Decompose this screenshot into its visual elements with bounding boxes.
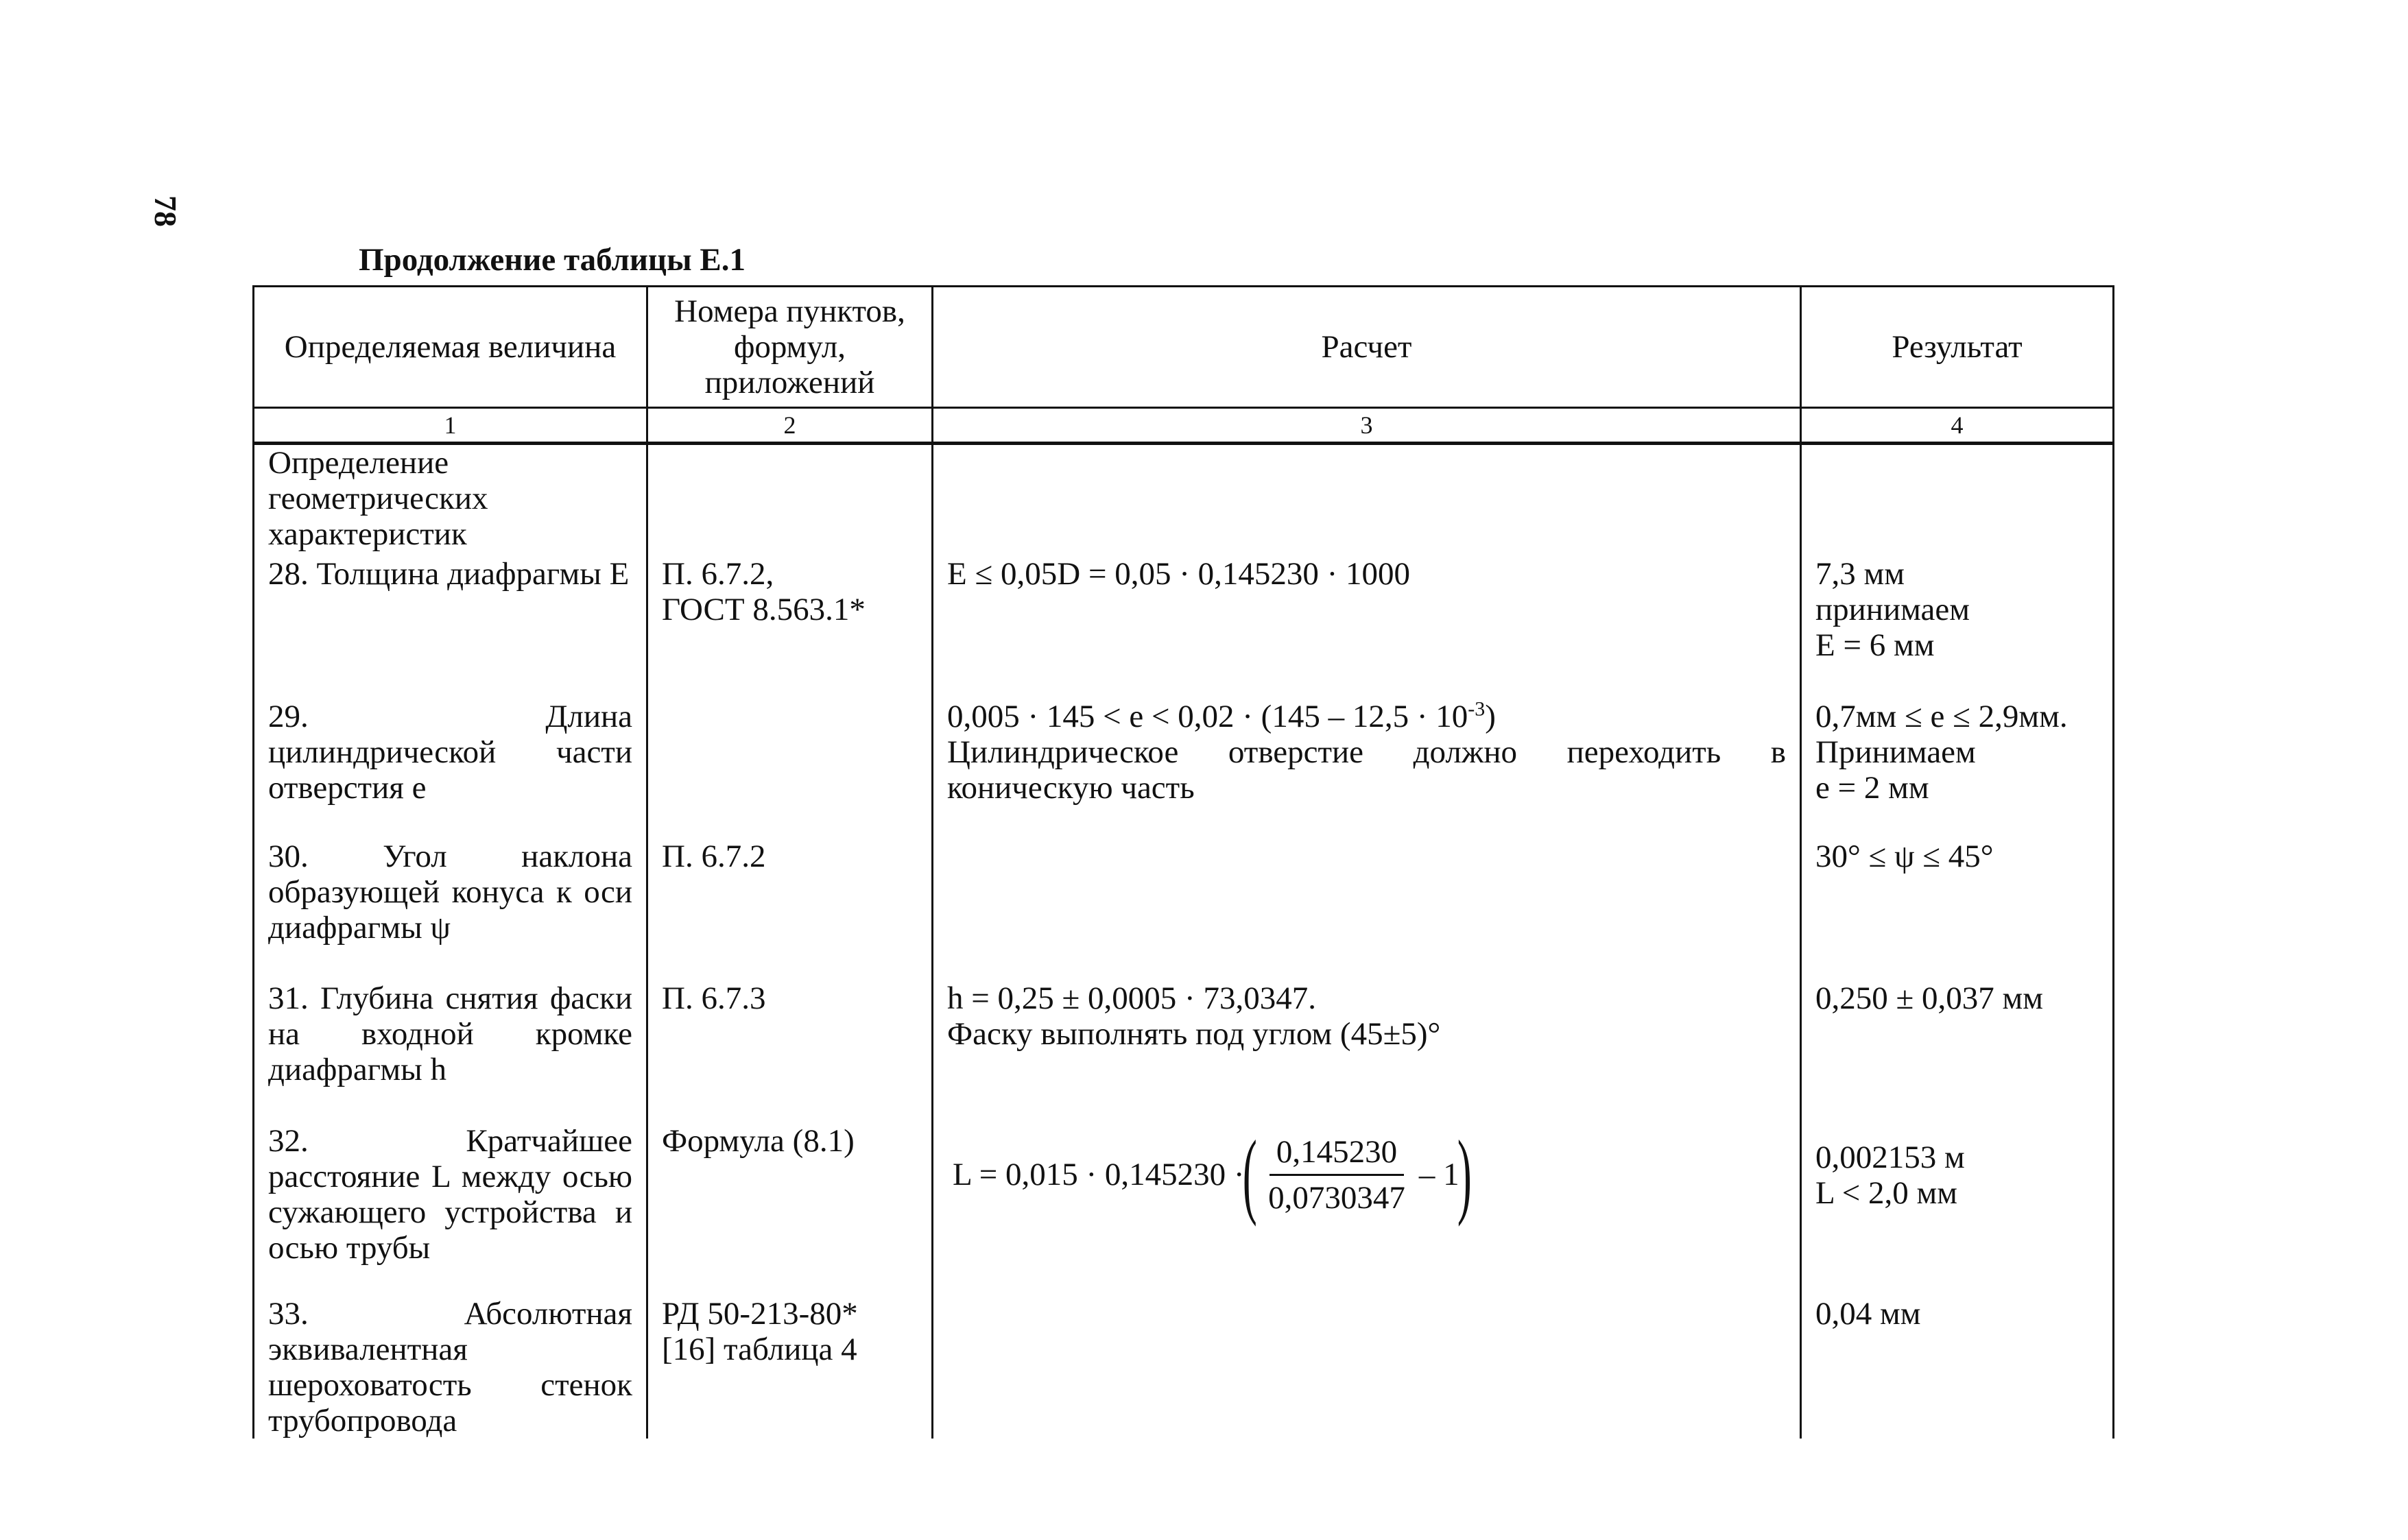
quantity-cell: 32. Кратчайшее расстояние L между осью сужающего устройства и осью трубы (254, 1123, 647, 1296)
table-header-row (254, 287, 2114, 408)
reference-line: ГОСТ 8.563.1* (662, 592, 866, 627)
fraction (1261, 1134, 1412, 1216)
reference-cell: П. 6.7.2 (647, 839, 933, 980)
calculation-note: Цилиндрическое отверстие должно переходить в коническую часть (947, 734, 1786, 806)
reference-line: [16] таблица 4 (662, 1332, 857, 1367)
quantity-cell: 28. Толщина диафрагмы Е (254, 556, 647, 699)
table-row (254, 839, 2114, 980)
table-row (254, 556, 2114, 699)
formula-prefix: L = 0,015 · 0,145230 · (953, 1157, 1245, 1192)
column-number: 3 (933, 408, 1801, 444)
result-line: принимаем (1815, 592, 1970, 627)
header-references: Номера пунктов, формул, приложений (647, 287, 933, 408)
result-cell: 0,250 ± 0,037 мм (1801, 980, 2114, 1123)
column-number: 2 (647, 408, 933, 444)
reference-cell (647, 556, 933, 699)
calculation-cell: Е ≤ 0,05D = 0,05 · 0,145230 · 1000 (933, 556, 1801, 699)
reference-cell: П. 6.7.3 (647, 980, 933, 1123)
calculation-line: $0,005 \cdot 145 < е < 0,02 \cdot (145 - 12,5 \cdot 10^{-3})$ (947, 697, 1496, 734)
table-row (254, 1123, 2114, 1296)
quantity-cell: 29. Длина цилиндрической части отверстия е (254, 699, 647, 839)
result-line: 7,3 мм (1815, 556, 1905, 592)
calculation-cell (933, 839, 1801, 980)
result-cell (1801, 699, 2114, 839)
result-cell: 30° ≤ ψ ≤ 45° (1801, 839, 2114, 980)
header-calculation: Расчет (933, 287, 1801, 408)
quantity-cell: 30. Угол наклона образующей конуса к оси диафрагмы ψ (254, 839, 647, 980)
result-line: Принимаем (1815, 734, 1976, 770)
quantity-cell: 33. Абсолютная эквивалентная шероховатость стенок трубопровода (254, 1296, 647, 1439)
quantity-cell: 31. Глубина снятия фаски на входной кромке диафрагмы h (254, 980, 647, 1123)
fraction-denominator: 0,0730347 (1268, 1179, 1405, 1216)
formula-tail: – 1 (1418, 1157, 1459, 1192)
table-caption: Продолжение таблицы Е.1 (359, 242, 746, 278)
result-line: L < 2,0 мм (1815, 1175, 1957, 1211)
calculation-note: Фаску выполнять под углом (45±5)° (947, 1016, 1441, 1052)
result-line: 0,7мм ≤ е ≤ 2,9мм. (1815, 699, 2068, 734)
calculation-cell (933, 1123, 1801, 1296)
right-paren: ) (1457, 1121, 1472, 1227)
reference-cell (647, 1296, 933, 1439)
header-result: Результат (1801, 287, 2114, 408)
reference-cell: Формула (8.1) (647, 1123, 933, 1296)
reference-cell (647, 699, 933, 839)
calculation-cell (933, 1296, 1801, 1439)
result-line: е = 2 мм (1815, 770, 1929, 806)
table-row (254, 980, 2114, 1123)
table-row (254, 444, 2114, 557)
formula (947, 1123, 1786, 1226)
result-cell (1801, 1123, 2114, 1296)
left-paren: ( (1242, 1121, 1257, 1227)
result-line: Е = 6 мм (1815, 627, 1935, 663)
column-number: 1 (254, 408, 647, 444)
header-quantity: Определяемая величина (254, 287, 647, 408)
fraction-numerator: 0,145230 (1269, 1134, 1404, 1176)
result-cell (1801, 556, 2114, 699)
table-row (254, 1296, 2114, 1439)
result-line: 0,002153 м (1815, 1140, 1965, 1175)
column-number: 4 (1801, 408, 2114, 444)
section-heading: Определение геометрических характеристик (254, 444, 647, 557)
calculation-table (252, 285, 2114, 1439)
result-cell: 0,04 мм (1801, 1296, 2114, 1439)
reference-line: РД 50-213-80* (662, 1296, 858, 1332)
reference-line: П. 6.7.2, (662, 556, 774, 592)
calculation-cell (933, 980, 1801, 1123)
calculation-line: h = 0,25 ± 0,0005 · 73,0347. (947, 980, 1316, 1016)
calculation-cell (933, 699, 1801, 839)
column-number-row (254, 408, 2114, 444)
table-row (254, 699, 2114, 839)
page-number: 78 (148, 195, 183, 227)
